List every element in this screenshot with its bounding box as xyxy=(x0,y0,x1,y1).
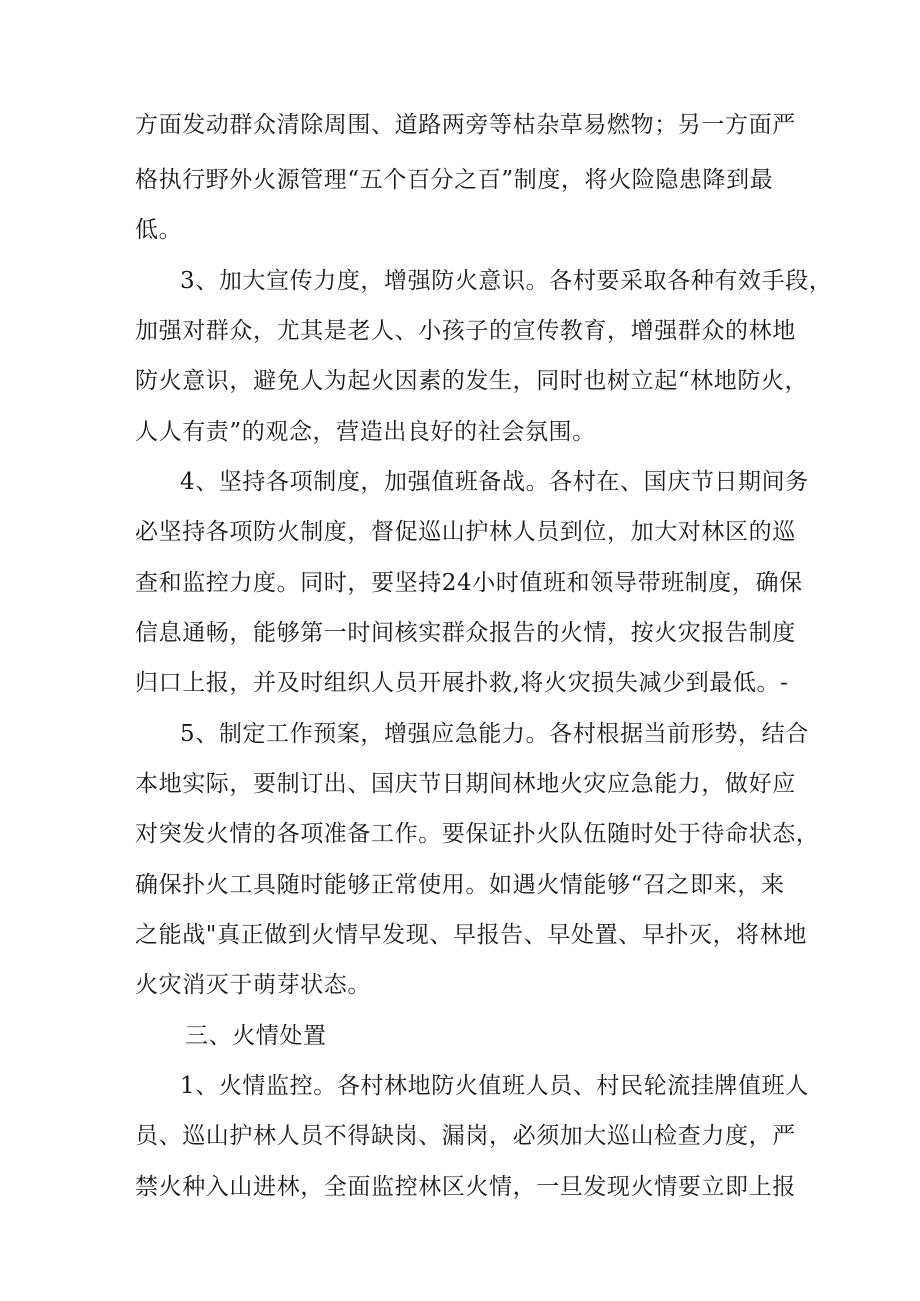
paragraph-line: 对突发火情的各项准备工作。要保证扑火队伍随时处于待命状态， xyxy=(135,821,820,847)
paragraph-line: 本地实际，要制订出、国庆节日期间林地火灾应急能力，做好应 xyxy=(135,771,796,797)
paragraph-line: 火灾消灭于萌芽状态。 xyxy=(135,972,371,998)
paragraph-line: 方面发动群众清除周围、道路两旁等枯杂草易燃物；另一方面严 xyxy=(135,112,796,138)
paragraph-line: 4、坚持各项制度，加强值班备战。各村在、国庆节日期间务 xyxy=(180,469,809,495)
paragraph-line: 3、加大宣传力度，增强防火意识。各村要采取各种有效手段， xyxy=(180,268,833,294)
paragraph-line: 查和监控力度。同时，要坚持24小时值班和领导带班制度，确保 xyxy=(135,570,803,596)
paragraph-line: 员、巡山护林人员不得缺岗、漏岗，必须加大巡山检查力度，严 xyxy=(135,1123,796,1149)
paragraph-line: 信息通畅，能够第一时间核实群众报告的火情，按火灾报告制度 xyxy=(135,620,796,646)
paragraph-line: 人人有责”的观念，营造出良好的社会氛围。 xyxy=(135,419,596,445)
paragraph-line: 必坚持各项防火制度，督促巡山护林人员到位，加大对林区的巡 xyxy=(135,519,796,545)
paragraph-line: 低。 xyxy=(135,217,183,243)
section-heading: 三、火情处置 xyxy=(185,1023,327,1049)
paragraph-line: 确保扑火工具随时能够正常使用。如遇火情能够“召之即来，来 xyxy=(135,872,785,898)
paragraph-line: 5、制定工作预案，增强应急能力。各村根据当前形势，结合 xyxy=(180,721,809,747)
paragraph-line: 防火意识，避免人为起火因素的发生，同时也树立起“林地防火， xyxy=(135,368,809,394)
paragraph-line: 禁火种入山进林，全面监控林区火情，一旦发现火情要立即上报 xyxy=(135,1174,796,1200)
paragraph-line: 1、火情监控。各村林地防火值班人员、村民轮流挂牌值班人 xyxy=(180,1073,809,1099)
paragraph-line: 格执行野外火源管理“五个百分之百”制度，将火险隐患降到最 xyxy=(135,167,774,193)
paragraph-line: 之能战"真正做到火情早发现、早报告、早处置、早扑灭，将林地 xyxy=(135,922,807,948)
paragraph-line: 归口上报，并及时组织人员开展扑救,将火灾损失减少到最低。- xyxy=(135,670,789,696)
paragraph-line: 加强对群众，尤其是老人、小孩子的宣传教育，增强群众的林地 xyxy=(135,318,796,344)
